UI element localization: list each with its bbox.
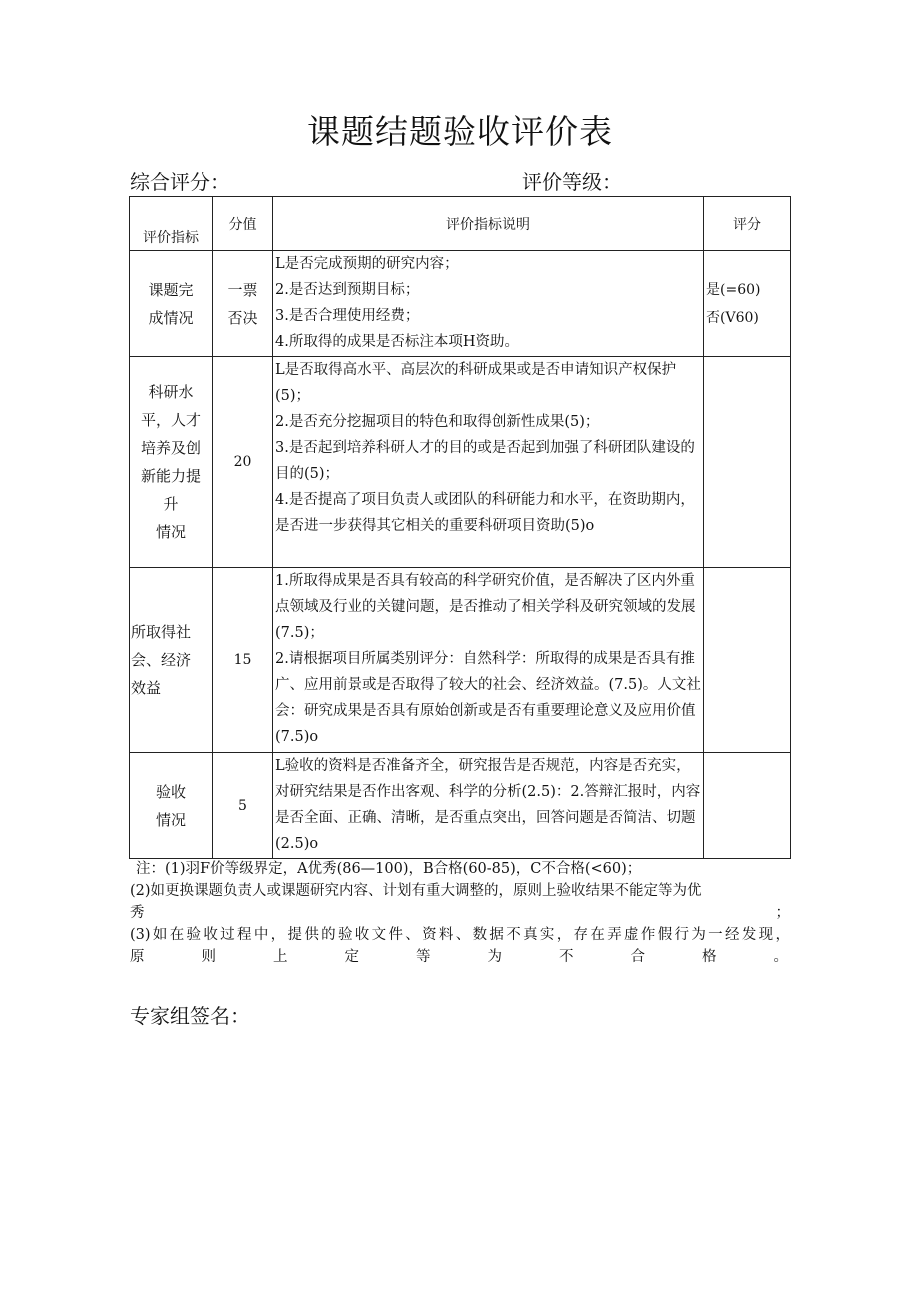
description-line: 3.是否起到培养科研人才的目的或是否起到加强了科研团队建设的目的(5)；	[275, 440, 695, 482]
description-cell	[273, 357, 704, 568]
indicator-line: 情况	[155, 523, 186, 541]
indicator-cell	[130, 753, 213, 859]
rating-line: 是(=60)	[706, 281, 761, 298]
indicator-line: 培养及创	[140, 439, 201, 457]
indicator-line: 课题完	[148, 280, 194, 299]
note-fraud-rule-end: 原则上定等为不合格。	[130, 949, 790, 965]
description-line: 2.是否达到预期目标；	[275, 282, 420, 298]
score-value-cell	[213, 251, 273, 357]
indicator-cell	[130, 357, 213, 568]
evaluation-grade-label: 评价等级：	[522, 170, 622, 194]
document-title: 课题结题验收评价表	[307, 112, 613, 151]
indicator-line: 所取得社	[131, 623, 192, 641]
table-row	[130, 357, 791, 568]
rating-line: 否(V60)	[706, 309, 759, 326]
rating-cell	[704, 357, 791, 568]
rating-cell	[704, 753, 791, 859]
indicator-line: 成情况	[148, 308, 194, 327]
indicator-cell	[130, 568, 213, 753]
note-change-rule-tail: 秀	[130, 905, 145, 921]
description-line: L是否取得高水平、高层次的科研成果或是否申请知识产权保护(5)；	[275, 362, 677, 404]
description-line: L验收的资料是否准备齐全，研究报告是否规范，内容是否充实，对研究结果是否作出客观、科学的分析(2.5)：2.答辩汇报时，内容是否全面、正确、清晰，是否重点突出，回答问题是否简洁、切题(2.5)o	[275, 758, 701, 852]
header-indicator: 评价指标	[130, 197, 213, 251]
description-cell	[273, 568, 704, 753]
value-line: 一票	[227, 280, 258, 299]
indicator-line: 验收	[155, 782, 186, 801]
description-cell	[273, 753, 704, 859]
indicator-line: 升	[163, 495, 179, 513]
score-value-cell: 15	[213, 568, 273, 753]
table-row	[130, 753, 791, 859]
indicator-line: 效益	[131, 679, 162, 697]
indicator-line: 科研水	[148, 383, 194, 401]
overall-score-label: 综合评分：	[130, 170, 230, 194]
description-line: 1.所取得成果是否具有较高的科学研究价值，是否解决了区内外重点领域及行业的关键问题，是否推动了相关学科及研究领域的发展(7.5)；	[275, 573, 696, 641]
indicator-cell	[130, 251, 213, 357]
description-line: 2.是否充分挖掘项目的特色和取得创新性成果(5)；	[275, 414, 600, 430]
note-change-rule: (2)如更换课题负责人或课题研究内容、计划有重大调整的，原则上验收结果不能定等为优	[130, 883, 702, 899]
rating-cell	[704, 568, 791, 753]
description-cell	[273, 251, 704, 357]
description-line: 3.是否合理使用经费；	[275, 308, 420, 324]
rating-cell	[704, 251, 791, 357]
description-line: 4.是否提高了项目负责人或团队的科研能力和水平，在资助期内，是否进一步获得其它相关的重要科研项目资助(5)o	[275, 492, 695, 534]
value-line: 否决	[227, 308, 258, 327]
header-score-value: 分值	[213, 197, 273, 251]
table-header-row	[130, 197, 791, 251]
evaluation-table	[129, 196, 791, 859]
header-rating: 评分	[704, 197, 791, 251]
indicator-line: 平，人才	[140, 411, 201, 429]
table-row	[130, 251, 791, 357]
note-fraud-rule: (3)如在验收过程中，提供的验收文件、资料、数据不真实，存在弄虚作假行为一经发现，	[130, 927, 790, 943]
expert-signature-label: 专家组签名：	[130, 1004, 250, 1028]
indicator-line: 新能力提	[140, 467, 201, 485]
description-line: 4.所取得的成果是否标注本项H资助。	[275, 334, 519, 350]
score-value-cell: 20	[213, 357, 273, 568]
description-line: 2.请根据项目所属类别评分：自然科学：所取得的成果是否具有推广、应用前景或是否取得了较大的社会、经济效益。(7.5)。人文社会：研究成果是否具有原始创新或是否有重要理论意义及应用价值(7.5)o	[275, 651, 701, 745]
note-change-rule-end	[130, 902, 790, 924]
indicator-line: 会、经济	[131, 651, 192, 669]
note-grade-definition: 注：(1)羽F价等级界定，A优秀(86—100)，B合格(60-85)，C不合格(<60)；	[136, 861, 642, 877]
score-value-cell: 5	[213, 753, 273, 859]
table-row	[130, 568, 791, 753]
notes-section	[130, 858, 790, 968]
header-description: 评价指标说明	[273, 197, 704, 251]
note-change-rule-mark: ；	[775, 905, 790, 921]
indicator-line: 情况	[155, 810, 186, 829]
description-line: L是否完成预期的研究内容；	[275, 256, 459, 272]
